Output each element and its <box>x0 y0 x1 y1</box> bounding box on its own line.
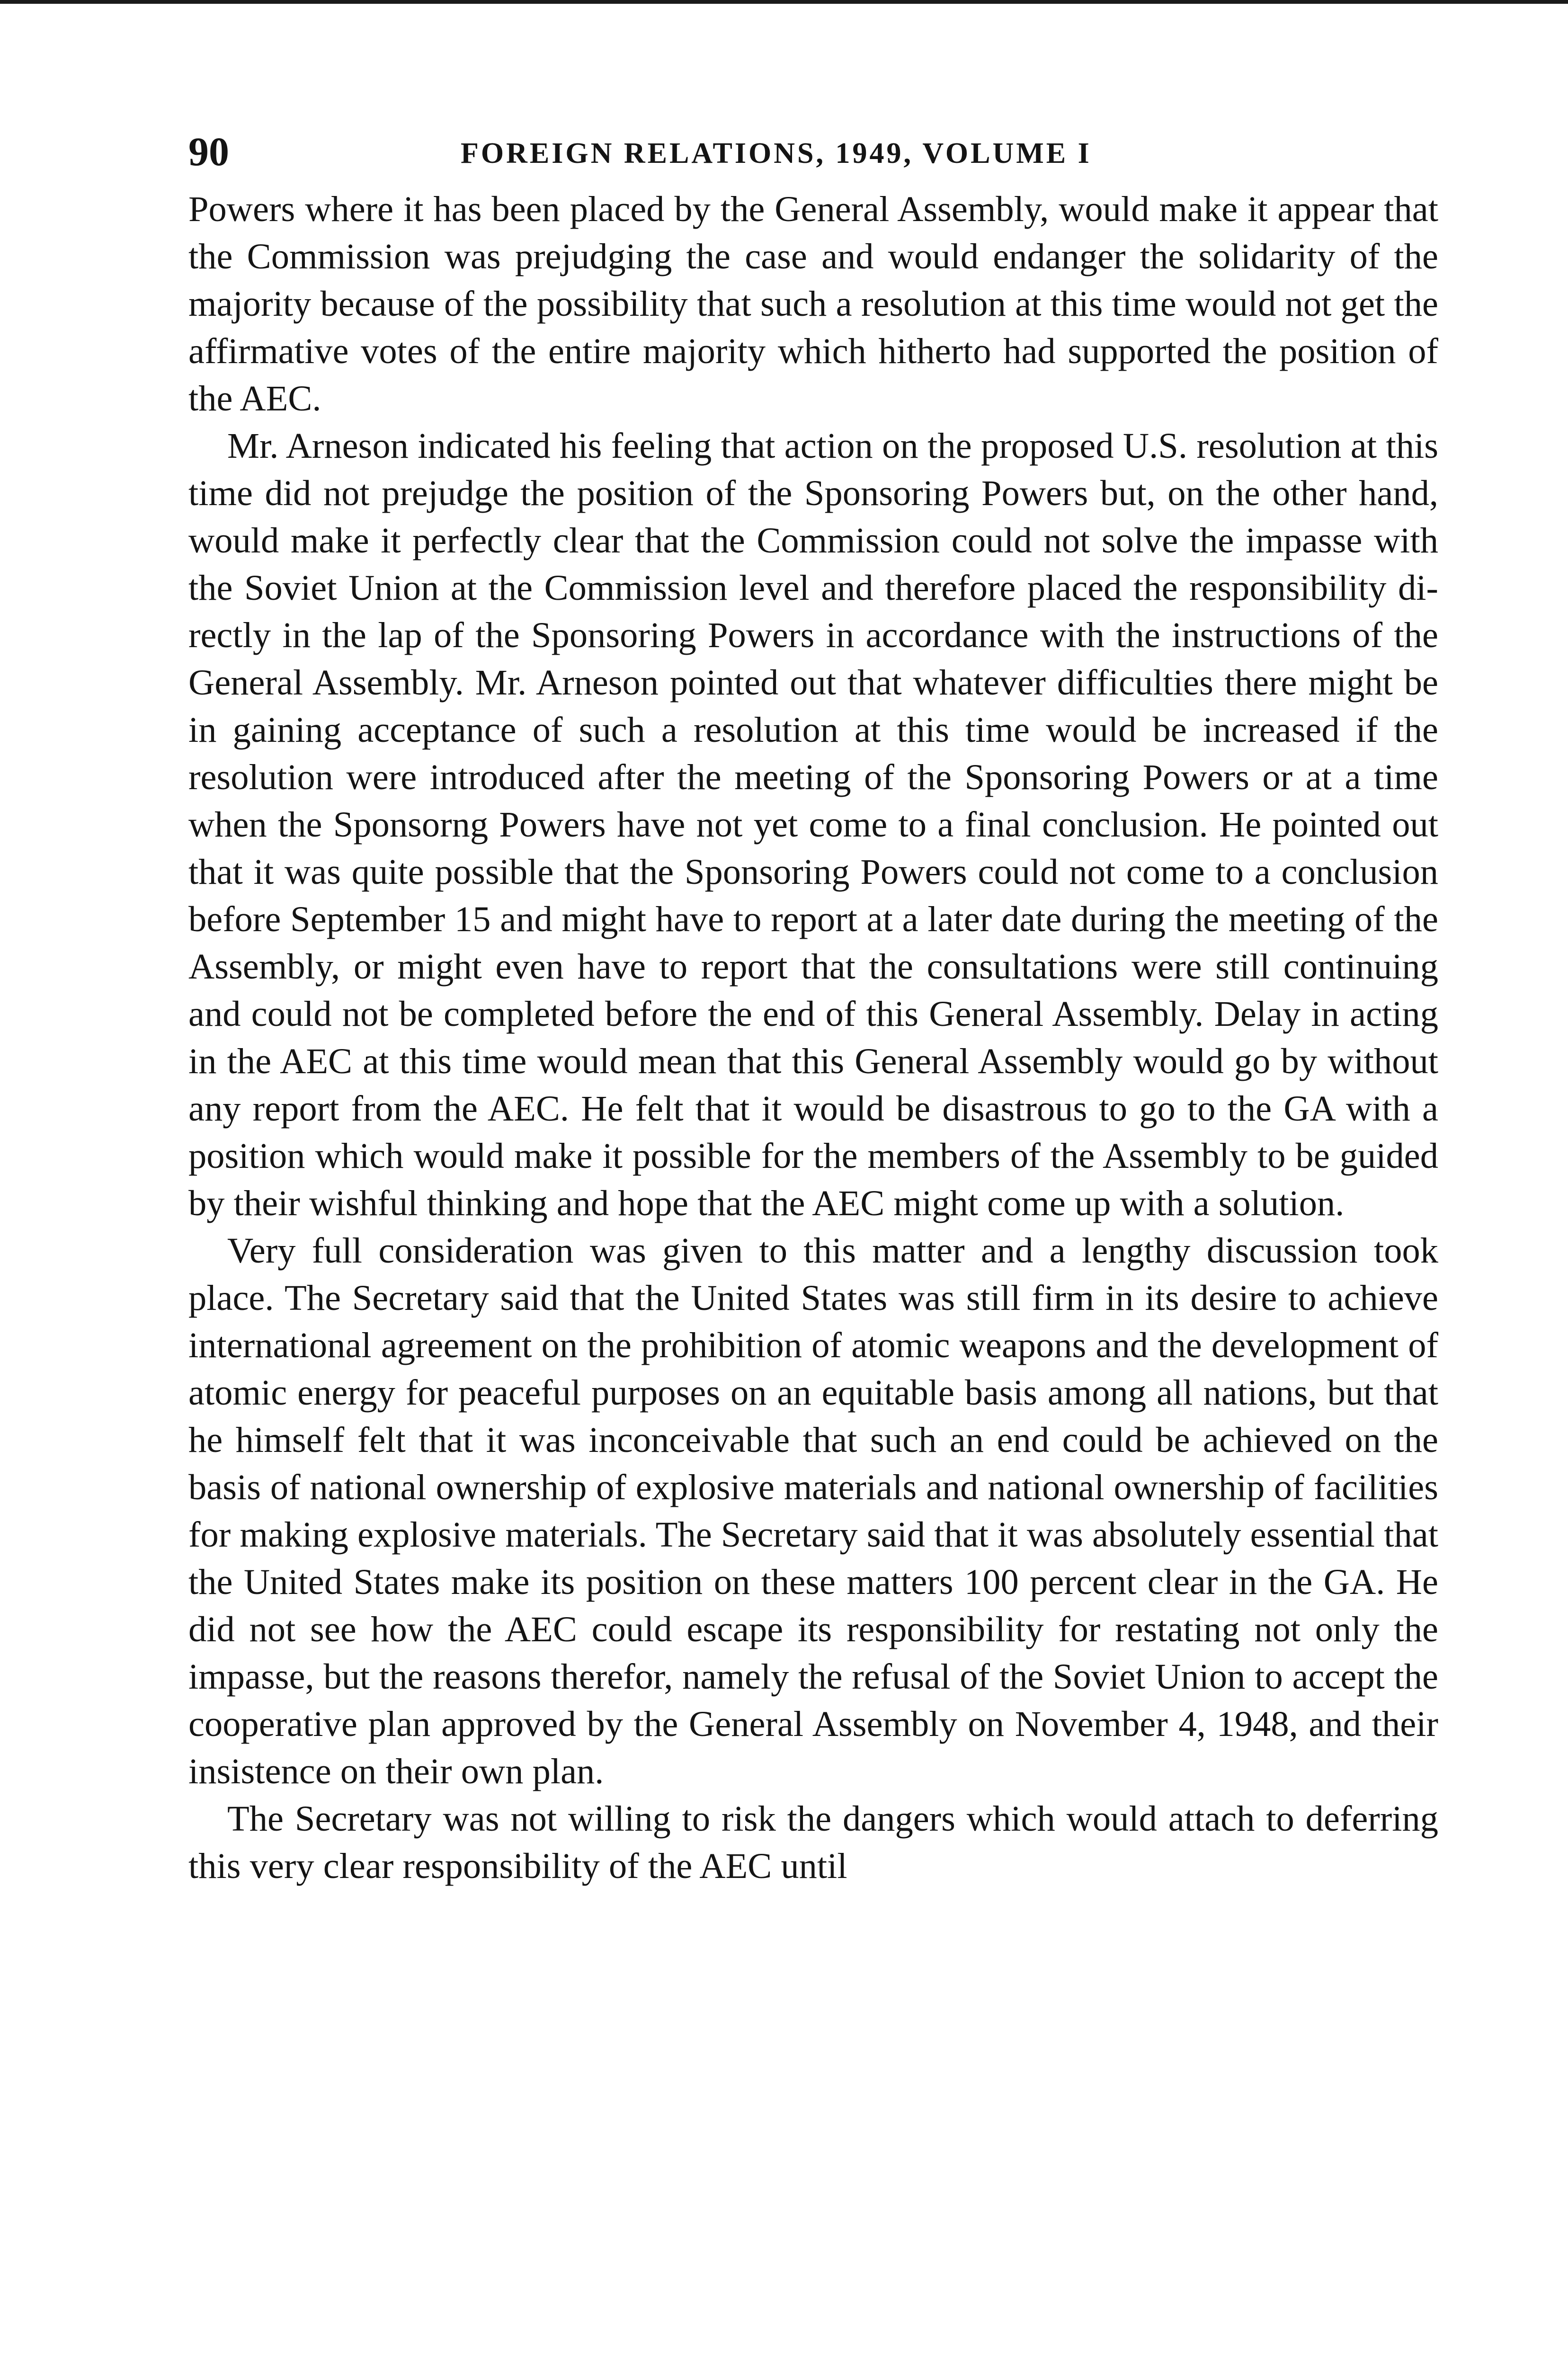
page-top-edge <box>0 0 1568 4</box>
paragraph-consideration: Very full consideration was given to this matter and a lengthy discussion took place. The Secretary said that the United States was still firm in its desire to achieve international agreement on the prohibition of atomic weapons and the development of atomic energy for peaceful purposes on an equitable basis among all nations, but that he himself felt that it was inconceivable that such an end could be achieved on the basis of national ownership of explosive materials and national ownership of facilities for making explosive materials. The Secretary said that it was absolutely essential that the United States make its position on these matters 100 percent clear in the GA. He did not see how the AEC could escape its responsibility for restating not only the impasse, but the reasons therefor, namely the refusal of the Soviet Union to accept the cooperative plan approved by the General Assembly on November 4, 1948, and their insistence on their own plan. <box>188 1230 1438 1791</box>
page-number: 90 <box>188 129 229 174</box>
paragraph-arneson: Mr. Arneson indicated his feeling that action on the proposed U.S. resolution at this time did not prejudge the position of the Sponsoring Powers but, on the other hand, would make it perfectly clear that the Commission could not solve the impasse with the Soviet Union at the Commission level and therefore placed the responsibility directly in the lap of the Sponsoring Powers in accordance with the instructions of the General Assembly. Mr. Arneson pointed out that whatever difficulties there might be in gaining acceptance of such a resolution at this time would be increased if the resolution were introduced after the meeting of the Sponsoring Powers or at a time when the Sponsorng Powers have not yet come to a final conclusion. He pointed out that it was quite possible that the Sponsoring Powers could not come to a conclusion before September 15 and might have to report at a later date during the meeting of the Assembly, or might even have to report that the consultations were still continuing and could not be completed before the end of this General Assembly. Delay in acting in the AEC at this time would mean that this General Assembly would go by without any report from the AEC. He felt that it would be disastrous to go to the GA with a position which would make it possible for the members of the Assembly to be guided by their wishful thinking and hope that the AEC might come up with a solution. <box>188 426 1438 1223</box>
running-head <box>188 128 1438 185</box>
document-page <box>188 128 1438 1890</box>
paragraph-continued: Powers where it has been placed by the General Assembly, would make it appear that the Commission was prejudging the case and would endanger the solidarity of the majority because of the possibility that such a resolution at this time would not get the affirmative votes of the entire majority which hitherto had supported the position of the AEC. <box>188 189 1438 418</box>
running-title: FOREIGN RELATIONS, 1949, VOLUME I <box>461 137 1092 169</box>
paragraph-secretary: The Secretary was not willing to risk the dangers which would attach to deferring this very clear responsibility of the AEC until <box>188 1798 1438 1886</box>
body-text <box>188 186 1438 1890</box>
